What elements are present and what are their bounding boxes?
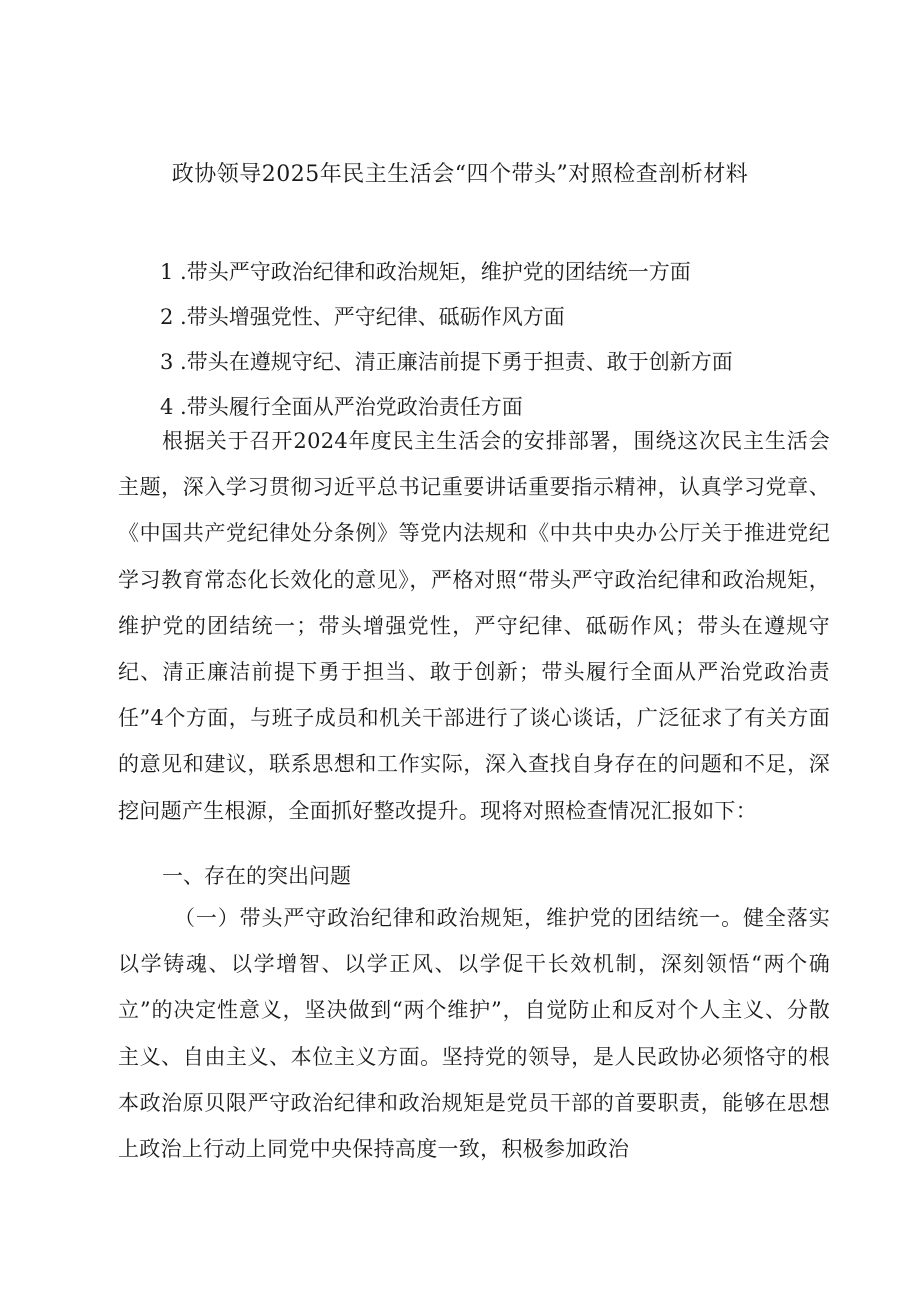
outline-list <box>160 250 860 430</box>
outline-item-4: 4 .带头履行全面从严治党政治责任方面 <box>160 395 523 419</box>
outline-item-3: 3 .带头在遵规守纪、清正廉洁前提下勇于担责、敢于创新方面 <box>160 350 733 374</box>
outline-item-1: 1 .带头严守政治纪律和政治规矩，维护党的团结统一方面 <box>160 260 691 284</box>
section-paragraph: （一）带头严守政治纪律和政治规矩，维护党的团结统一。健全落实以学铸魂、以学增智、以学正风、以学促干长效机制，深刻领悟“两个确立”的决定性意义，坚决做到“两个维护”，自觉防止和反对个人主义、分散主义、自由主义、本位主义方面。坚持党的领导，是人民政协必须恪守的根本政治原贝限严守政治纪律和政治规矩是党员干部的首要职责，能够在思想上政治上行动上同党中央保持高度一致，积极参加政治 <box>118 906 830 1162</box>
outline-item-2: 2 .带头增强党性、严守纪律、砥砺作风方面 <box>160 305 565 329</box>
section-heading: 一、存在的突出问题 <box>162 864 351 888</box>
document-title: 政协领导2025年民主生活会“四个带头”对照检查剖析材料 <box>171 162 749 187</box>
intro-paragraph: 根据关于召开2024年度民主生活会的安排部署，围绕这次民主生活会主题，深入学习贯彻习近平总书记重要讲话重要指示精神，认真学习党章、《中国共产党纪律处分条例》等党内法规和《中共中央办公厅关于推进党纪学习教育常态化长效化的意见》，严格对照“带头严守政治纪律和政治规矩，维护党的团结统一；带头增强党性，严守纪律、砥砺作风；带头在遵规守纪、清正廉洁前提下勇于担当、敢于创新；带头履行全面从严治党政治责任”4个方面，与班子成员和机关干部进行了谈心谈话，广泛征求了有关方面的意见和建议，联系思想和工作实际，深入查找自身存在的问题和不足，深挖问题产生根源，全面抓好整改提升。现将对照检查情况汇报如下： <box>118 429 830 823</box>
